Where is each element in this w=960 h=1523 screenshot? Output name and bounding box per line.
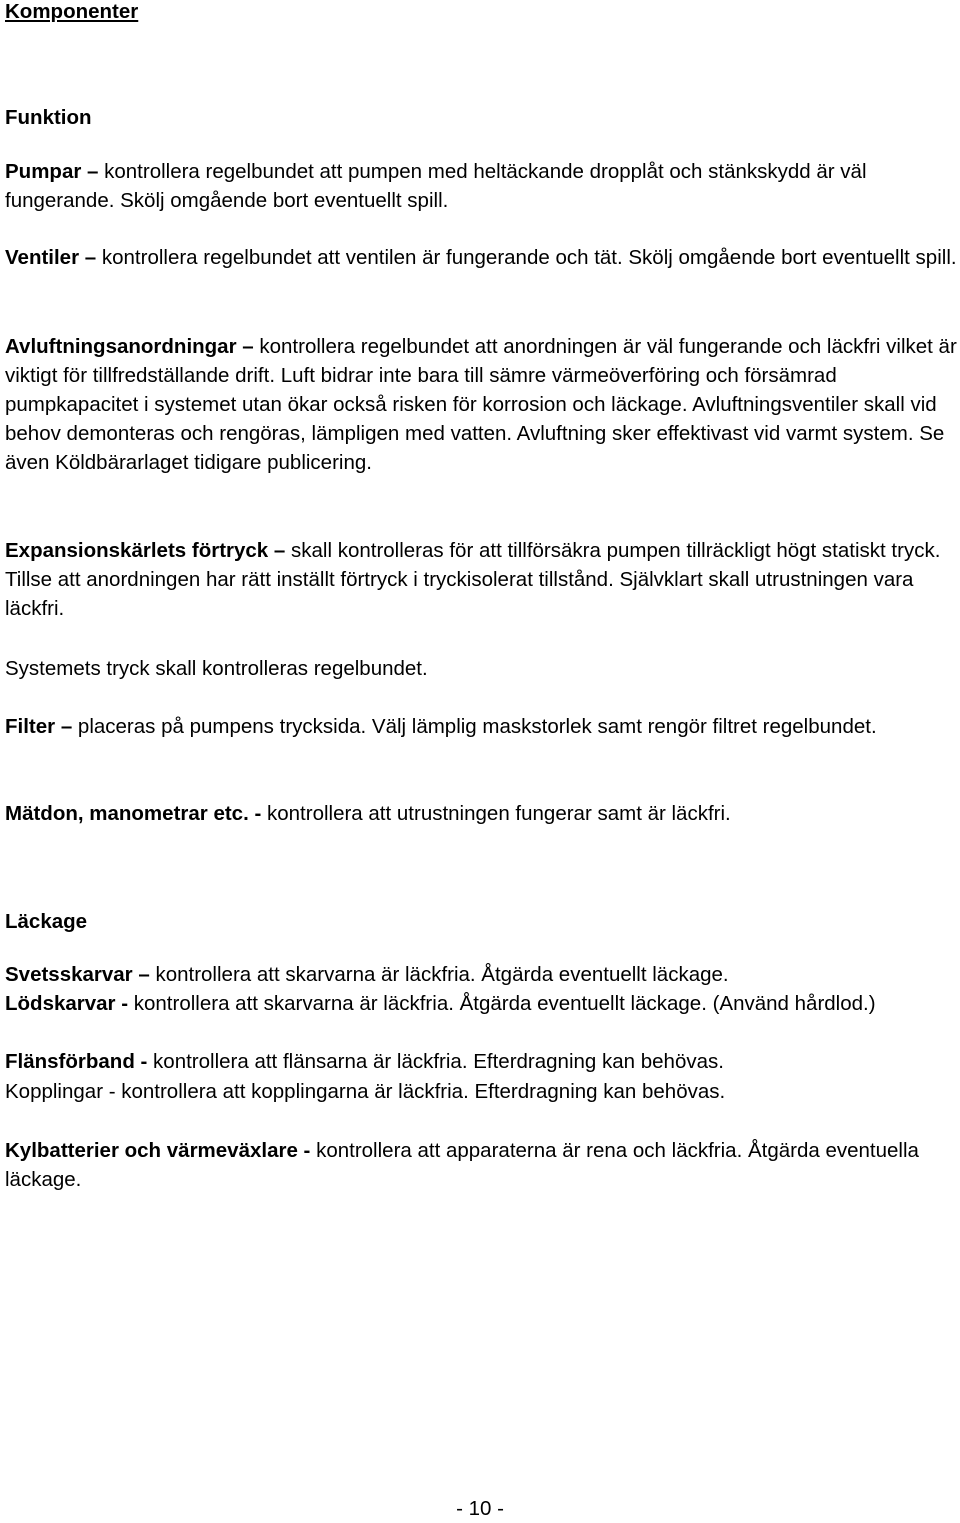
- paragraph-expansion: [5, 536, 960, 623]
- page-number: - 10 -: [456, 1497, 504, 1520]
- page-title: Komponenter: [5, 0, 139, 23]
- text-filter: placeras på pumpens trycksida. Välj lämplig maskstorlek samt rengör filtret regelbundet.: [72, 715, 877, 738]
- paragraph-ventiler: [5, 243, 960, 272]
- section-heading-funktion: Funktion: [5, 106, 92, 129]
- text-matdon: kontrollera att utrustningen fungerar samt är läckfri.: [261, 802, 731, 825]
- term-matdon: Mätdon, manometrar etc. -: [5, 802, 262, 825]
- text-lodskarvar: kontrollera att skarvarna är läckfria. Åtgärda eventuellt läckage. (Använd hårdlod.): [128, 992, 876, 1015]
- text-flansforband: kontrollera att flänsarna är läckfria. Efterdragning kan behövas.: [147, 1050, 724, 1073]
- section-heading-lackage: Läckage: [5, 910, 88, 933]
- paragraph-kylbatterier: [5, 1136, 960, 1194]
- paragraph-kopplingar: Kopplingar - kontrollera att kopplingarna är läckfria. Efterdragning kan behövas.: [5, 1080, 726, 1103]
- paragraph-avluftning: [5, 332, 960, 477]
- term-lodskarvar: Lödskarvar -: [5, 992, 129, 1015]
- text-expansion: skall kontrolleras för att tillförsäkra pumpen tillräckligt högt statiskt tryck. Tillse att anordningen har rätt inställt förtryck i tryckisolerat tillstånd. Självklart skall utrustningen vara läckfri.: [5, 539, 941, 620]
- term-avluftning: Avluftningsanordningar –: [5, 335, 254, 358]
- text-avluftning: kontrollera regelbundet att anordningen är väl fungerande och läckfri vilket är viktigt för tillfredställande drift. Luft bidrar inte bara till sämre värmeöverföring och försämrad pumpkapacitet i systemet utan ökar också risken för korrosion och läckage. Avluftningsventiler skall vid behov demonteras och rengöras, lämpligen med vatten. Avluftning sker effektivast vid varmt system. Se även Köldbärarlaget tidigare publicering.: [5, 335, 957, 474]
- paragraph-filter: [5, 712, 960, 741]
- paragraph-svetsskarvar: [5, 960, 960, 989]
- text-svetsskarvar: kontrollera att skarvarna är läckfria. Åtgärda eventuellt läckage.: [149, 963, 729, 986]
- text-ventiler: kontrollera regelbundet att ventilen är fungerande och tät. Skölj omgående bort eventuellt spill.: [96, 246, 957, 269]
- paragraph-flansforband: [5, 1047, 960, 1076]
- term-pumpar: Pumpar –: [5, 160, 99, 183]
- term-filter: Filter –: [5, 715, 73, 738]
- text-kylbatterier: kontrollera att apparaterna är rena och läckfria. Åtgärda eventuella läckage.: [5, 1139, 919, 1191]
- term-svetsskarvar: Svetsskarvar –: [5, 963, 150, 986]
- term-kylbatterier: Kylbatterier och värmeväxlare -: [5, 1139, 311, 1162]
- term-expansion: Expansionskärlets förtryck –: [5, 539, 286, 562]
- paragraph-lodskarvar: [5, 989, 895, 1018]
- paragraph-pumpar: [5, 157, 960, 215]
- term-flansforband: Flänsförband -: [5, 1050, 148, 1073]
- text-pumpar: kontrollera regelbundet att pumpen med heltäckande dropplåt och stänkskydd är väl fungerande. Skölj omgående bort eventuellt spill.: [5, 160, 867, 212]
- term-ventiler: Ventiler –: [5, 246, 97, 269]
- paragraph-systemtryck: Systemets tryck skall kontrolleras regelbundet.: [5, 657, 428, 680]
- paragraph-matdon: [5, 799, 960, 828]
